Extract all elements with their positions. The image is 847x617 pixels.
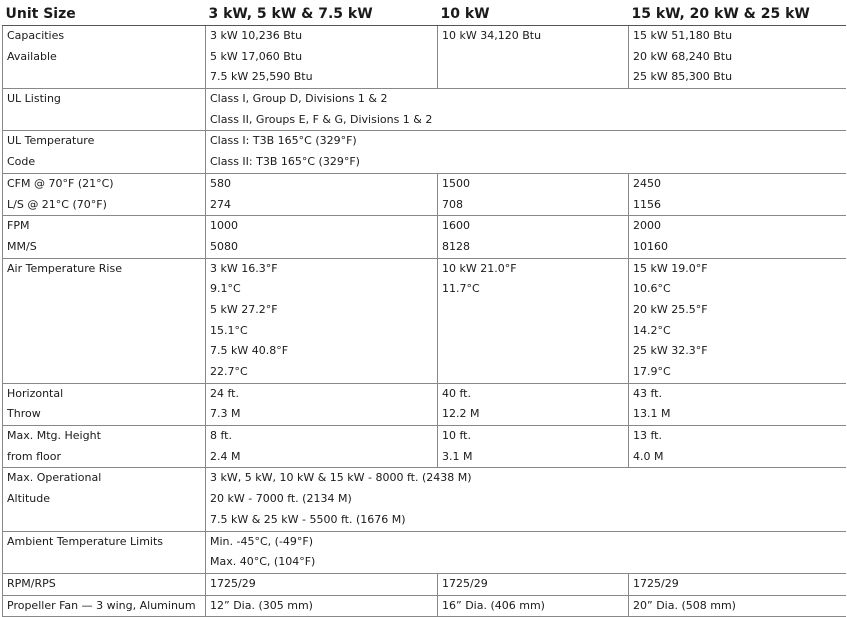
row-label-line: Altitude: [7, 492, 50, 506]
cell-line: Max. 40°C, (104°F): [210, 555, 316, 569]
value-cell: [629, 426, 846, 468]
value-cell: [206, 426, 438, 468]
cell-line: 3 kW, 5 kW, 10 kW & 15 kW - 8000 ft. (2438 M): [210, 471, 472, 485]
cell-line: 20 kW 25.5°F: [633, 302, 708, 316]
row-label-line: Max. Mtg. Height: [7, 429, 101, 443]
row-label-line: Throw: [7, 407, 41, 421]
row-label-cell: [3, 573, 206, 595]
row-label-line: L/S @ 21°C (70°F): [7, 197, 107, 211]
row-label-cell: [3, 131, 206, 173]
cell-line: 20” Dia. (508 mm): [633, 598, 736, 612]
value-cell: [206, 573, 438, 595]
cell-line: 708: [442, 197, 463, 211]
row-label-cell: [3, 173, 206, 215]
cell-line: 15 kW 51,180 Btu: [633, 29, 733, 42]
cell-line: 12” Dia. (305 mm): [210, 598, 313, 612]
value-cell: [629, 595, 846, 617]
row-label-line: UL Temperature: [7, 134, 95, 148]
header-10kw: 10 kW: [438, 2, 629, 26]
value-cell: [206, 258, 438, 383]
cell-line: 10160: [633, 239, 668, 253]
table-row: [3, 26, 846, 89]
table-row: [3, 216, 846, 258]
cell-line: Class II, Groups E, F & G, Divisions 1 & 2: [210, 112, 433, 126]
table-row: [3, 468, 846, 531]
cell-line: 10.6°C: [633, 282, 671, 296]
table-row: [3, 89, 846, 131]
cell-line: 25 kW 85,300 Btu: [633, 70, 733, 84]
cell-line: 274: [210, 197, 231, 211]
cell-line: 3 kW 16.3°F: [210, 261, 278, 275]
cell-line: 14.2°C: [633, 323, 671, 337]
row-label-line: MM/S: [7, 239, 37, 253]
value-cell: [629, 216, 846, 258]
row-label-cell: [3, 258, 206, 383]
cell-line: 10 kW 34,120 Btu: [442, 29, 542, 42]
cell-line: 8128: [442, 239, 470, 253]
cell-line: 7.5 kW 25,590 Btu: [210, 70, 313, 84]
value-cell: [206, 131, 846, 173]
cell-line: Class II: T3B 165°C (329°F): [210, 155, 360, 169]
value-cell: [629, 573, 846, 595]
cell-line: 1725/29: [442, 576, 488, 590]
cell-line: 1725/29: [210, 576, 256, 590]
value-cell: [629, 26, 846, 89]
table-row: [3, 595, 846, 617]
value-cell: [438, 26, 629, 89]
row-label-cell: [3, 595, 206, 617]
value-cell: [206, 531, 846, 573]
value-cell: [206, 89, 846, 131]
row-label-cell: [3, 216, 206, 258]
table-body: [3, 26, 846, 617]
value-cell: [438, 573, 629, 595]
value-cell: [629, 173, 846, 215]
cell-line: 2450: [633, 176, 661, 190]
row-label-line: Air Temperature Rise: [7, 261, 122, 275]
cell-line: 7.3 M: [210, 407, 241, 421]
cell-line: 10 ft.: [442, 429, 471, 443]
cell-line: 24 ft.: [210, 386, 239, 400]
value-cell: [438, 426, 629, 468]
cell-line: 580: [210, 176, 231, 190]
row-label-line: Propeller Fan — 3 wing, Aluminum: [7, 598, 196, 612]
cell-line: 1600: [442, 219, 470, 233]
cell-line: 25 kW 32.3°F: [633, 344, 708, 358]
cell-line: 1156: [633, 197, 661, 211]
value-cell: [206, 595, 438, 617]
value-cell: [206, 468, 846, 531]
cell-line: 1000: [210, 219, 238, 233]
specifications-table: [2, 2, 846, 617]
cell-line: 17.9°C: [633, 365, 671, 378]
row-label-cell: [3, 531, 206, 573]
cell-line: 43 ft.: [633, 386, 662, 400]
cell-line: 2000: [633, 219, 661, 233]
row-label-line: Available: [7, 49, 57, 63]
cell-line: 12.2 M: [442, 407, 480, 421]
row-label-cell: [3, 383, 206, 425]
header-unit-size: Unit Size: [3, 2, 206, 26]
cell-line: 3 kW 10,236 Btu: [210, 29, 303, 42]
value-cell: [438, 383, 629, 425]
row-label-line: Max. Operational: [7, 471, 102, 485]
row-label-line: Horizontal: [7, 386, 64, 400]
row-label-line: RPM/RPS: [7, 576, 56, 590]
value-cell: [438, 595, 629, 617]
cell-line: 10 kW 21.0°F: [442, 261, 517, 275]
cell-line: 40 ft.: [442, 386, 471, 400]
cell-line: 11.7°C: [442, 282, 480, 296]
value-cell: [629, 383, 846, 425]
row-label-line: UL Listing: [7, 92, 61, 106]
cell-line: 5 kW 27.2°F: [210, 302, 278, 316]
cell-line: 13 ft.: [633, 429, 662, 443]
value-cell: [206, 383, 438, 425]
cell-line: Class I: T3B 165°C (329°F): [210, 134, 357, 148]
table-row: [3, 383, 846, 425]
cell-line: 20 kW 68,240 Btu: [633, 49, 733, 63]
value-cell: [629, 258, 846, 383]
cell-line: 7.5 kW 40.8°F: [210, 344, 289, 358]
row-label-line: from floor: [7, 449, 62, 463]
row-label-line: Capacities: [7, 29, 65, 42]
value-cell: [438, 258, 629, 383]
cell-line: 8 ft.: [210, 429, 232, 443]
cell-line: 3.1 M: [442, 449, 473, 463]
cell-line: 16” Dia. (406 mm): [442, 598, 545, 612]
value-cell: [438, 216, 629, 258]
cell-line: 5 kW 17,060 Btu: [210, 49, 303, 63]
table-row: [3, 131, 846, 173]
row-label-line: FPM: [7, 219, 30, 233]
row-label-cell: [3, 89, 206, 131]
row-label-cell: [3, 426, 206, 468]
cell-line: 2.4 M: [210, 449, 241, 463]
header-small-units: 3 kW, 5 kW & 7.5 kW: [206, 2, 438, 26]
header-row: [3, 2, 846, 26]
table-row: [3, 258, 846, 383]
cell-line: 15 kW 19.0°F: [633, 261, 708, 275]
cell-line: 20 kW - 7000 ft. (2134 M): [210, 492, 352, 506]
cell-line: 5080: [210, 239, 238, 253]
cell-line: 1500: [442, 176, 470, 190]
cell-line: 7.5 kW & 25 kW - 5500 ft. (1676 M): [210, 512, 406, 526]
cell-line: Min. -45°C, (-49°F): [210, 534, 314, 548]
table-row: [3, 426, 846, 468]
row-label-cell: [3, 468, 206, 531]
table-row: [3, 573, 846, 595]
cell-line: 1725/29: [633, 576, 679, 590]
row-label-cell: [3, 26, 206, 89]
value-cell: [206, 216, 438, 258]
cell-line: 9.1°C: [210, 282, 241, 296]
value-cell: [438, 173, 629, 215]
row-label-line: Code: [7, 155, 36, 169]
value-cell: [206, 26, 438, 89]
cell-line: 15.1°C: [210, 323, 248, 337]
table-row: [3, 173, 846, 215]
header-large-units: 15 kW, 20 kW & 25 kW: [629, 2, 846, 26]
cell-line: 13.1 M: [633, 407, 671, 421]
cell-line: 4.0 M: [633, 449, 664, 463]
table-row: [3, 531, 846, 573]
cell-line: 22.7°C: [210, 365, 248, 378]
value-cell: [206, 173, 438, 215]
row-label-line: CFM @ 70°F (21°C): [7, 176, 114, 190]
row-label-line: Ambient Temperature Limits: [7, 534, 164, 548]
cell-line: Class I, Group D, Divisions 1 & 2: [210, 92, 388, 106]
